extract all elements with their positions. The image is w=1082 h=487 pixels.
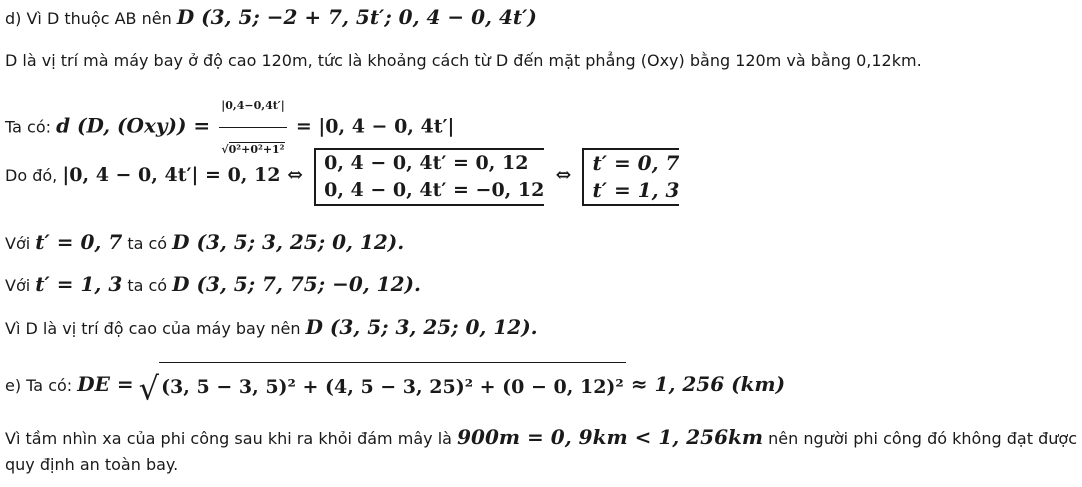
case-two-point: D (3, 5; 7, 75; −0, 12). [172, 272, 421, 296]
distance-rhs: = |0, 4 − 0, 4t′| [295, 115, 455, 138]
solution-1: t′ = 0, 7 [592, 150, 680, 175]
solution-2: t′ = 1, 3 [592, 177, 680, 202]
fraction-numerator: |0,4−0,4t′| [219, 86, 286, 128]
conclusion-part1: Vì tầm nhìn xa của phi công sau khi ra khỏi đám mây là [5, 429, 452, 448]
chosen-point-label: Vì D là vị trí độ cao của máy bay nên [5, 319, 301, 338]
case-two-label: Với [5, 276, 31, 295]
case-one-label: Với [5, 234, 31, 253]
chosen-point-line [5, 316, 538, 340]
case-2: 0, 4 − 0, 4t′ = −0, 12 [324, 178, 545, 201]
part-e-label: e) Ta có: [5, 376, 73, 395]
conclusion-paragraph [5, 424, 1077, 478]
chosen-point: D (3, 5; 3, 25; 0, 12). [305, 315, 538, 339]
de-result: ≈ 1, 256 (km) [630, 372, 786, 396]
solve-line [5, 145, 685, 206]
distance-lhs: d (D, (Oxy)) = [56, 113, 211, 138]
case-1: 0, 4 − 0, 4t′ = 0, 12 [324, 151, 529, 174]
case-bracket [314, 148, 544, 206]
conclusion-math: 900m = 0, 9km < 1, 256km [457, 425, 764, 449]
height-statement: D là vị trí mà máy bay ở độ cao 120m, tức là khoảng cách từ D đến mặt phẳng (Oxy) bằng 120m và bằng 0,12km. [5, 51, 922, 70]
case-one-t: t′ = 0, 7 [35, 230, 123, 254]
case-one-mid: ta có [127, 234, 168, 253]
radical-sign: √ [138, 369, 160, 408]
case-one-point: D (3, 5; 3, 25; 0, 12). [172, 230, 405, 254]
case-two-t: t′ = 1, 3 [35, 272, 123, 296]
solution-bracket [582, 148, 679, 206]
sqrt-expression [139, 362, 626, 411]
part-e-line [5, 362, 785, 411]
part-d-label: d) Vì D thuộc AB nên [5, 9, 172, 28]
case-two-line [5, 273, 421, 297]
de-lhs: DE = [77, 372, 134, 396]
part-d-line [5, 6, 537, 30]
solve-lhs: |0, 4 − 0, 4t′| = 0, 12 ⇔ [62, 164, 304, 186]
iff-symbol: ⇔ [555, 164, 572, 186]
case-two-mid: ta có [127, 276, 168, 295]
case-one-line [5, 231, 404, 255]
radicand: (3, 5 − 3, 5)² + (4, 5 − 3, 25)² + (0 − 0, 12)² [159, 362, 626, 409]
conclusion-part2: nên người phi công đó không đạt được quy định an toàn bay. [5, 429, 1078, 474]
fraction-denominator: √0²+0²+1² [221, 143, 285, 156]
point-d-expr: D (3, 5; −2 + 7, 5t′; 0, 4 − 0, 4t′) [176, 5, 537, 29]
distance-label: Ta có: [5, 117, 51, 137]
solve-label: Do đó, [5, 166, 58, 185]
